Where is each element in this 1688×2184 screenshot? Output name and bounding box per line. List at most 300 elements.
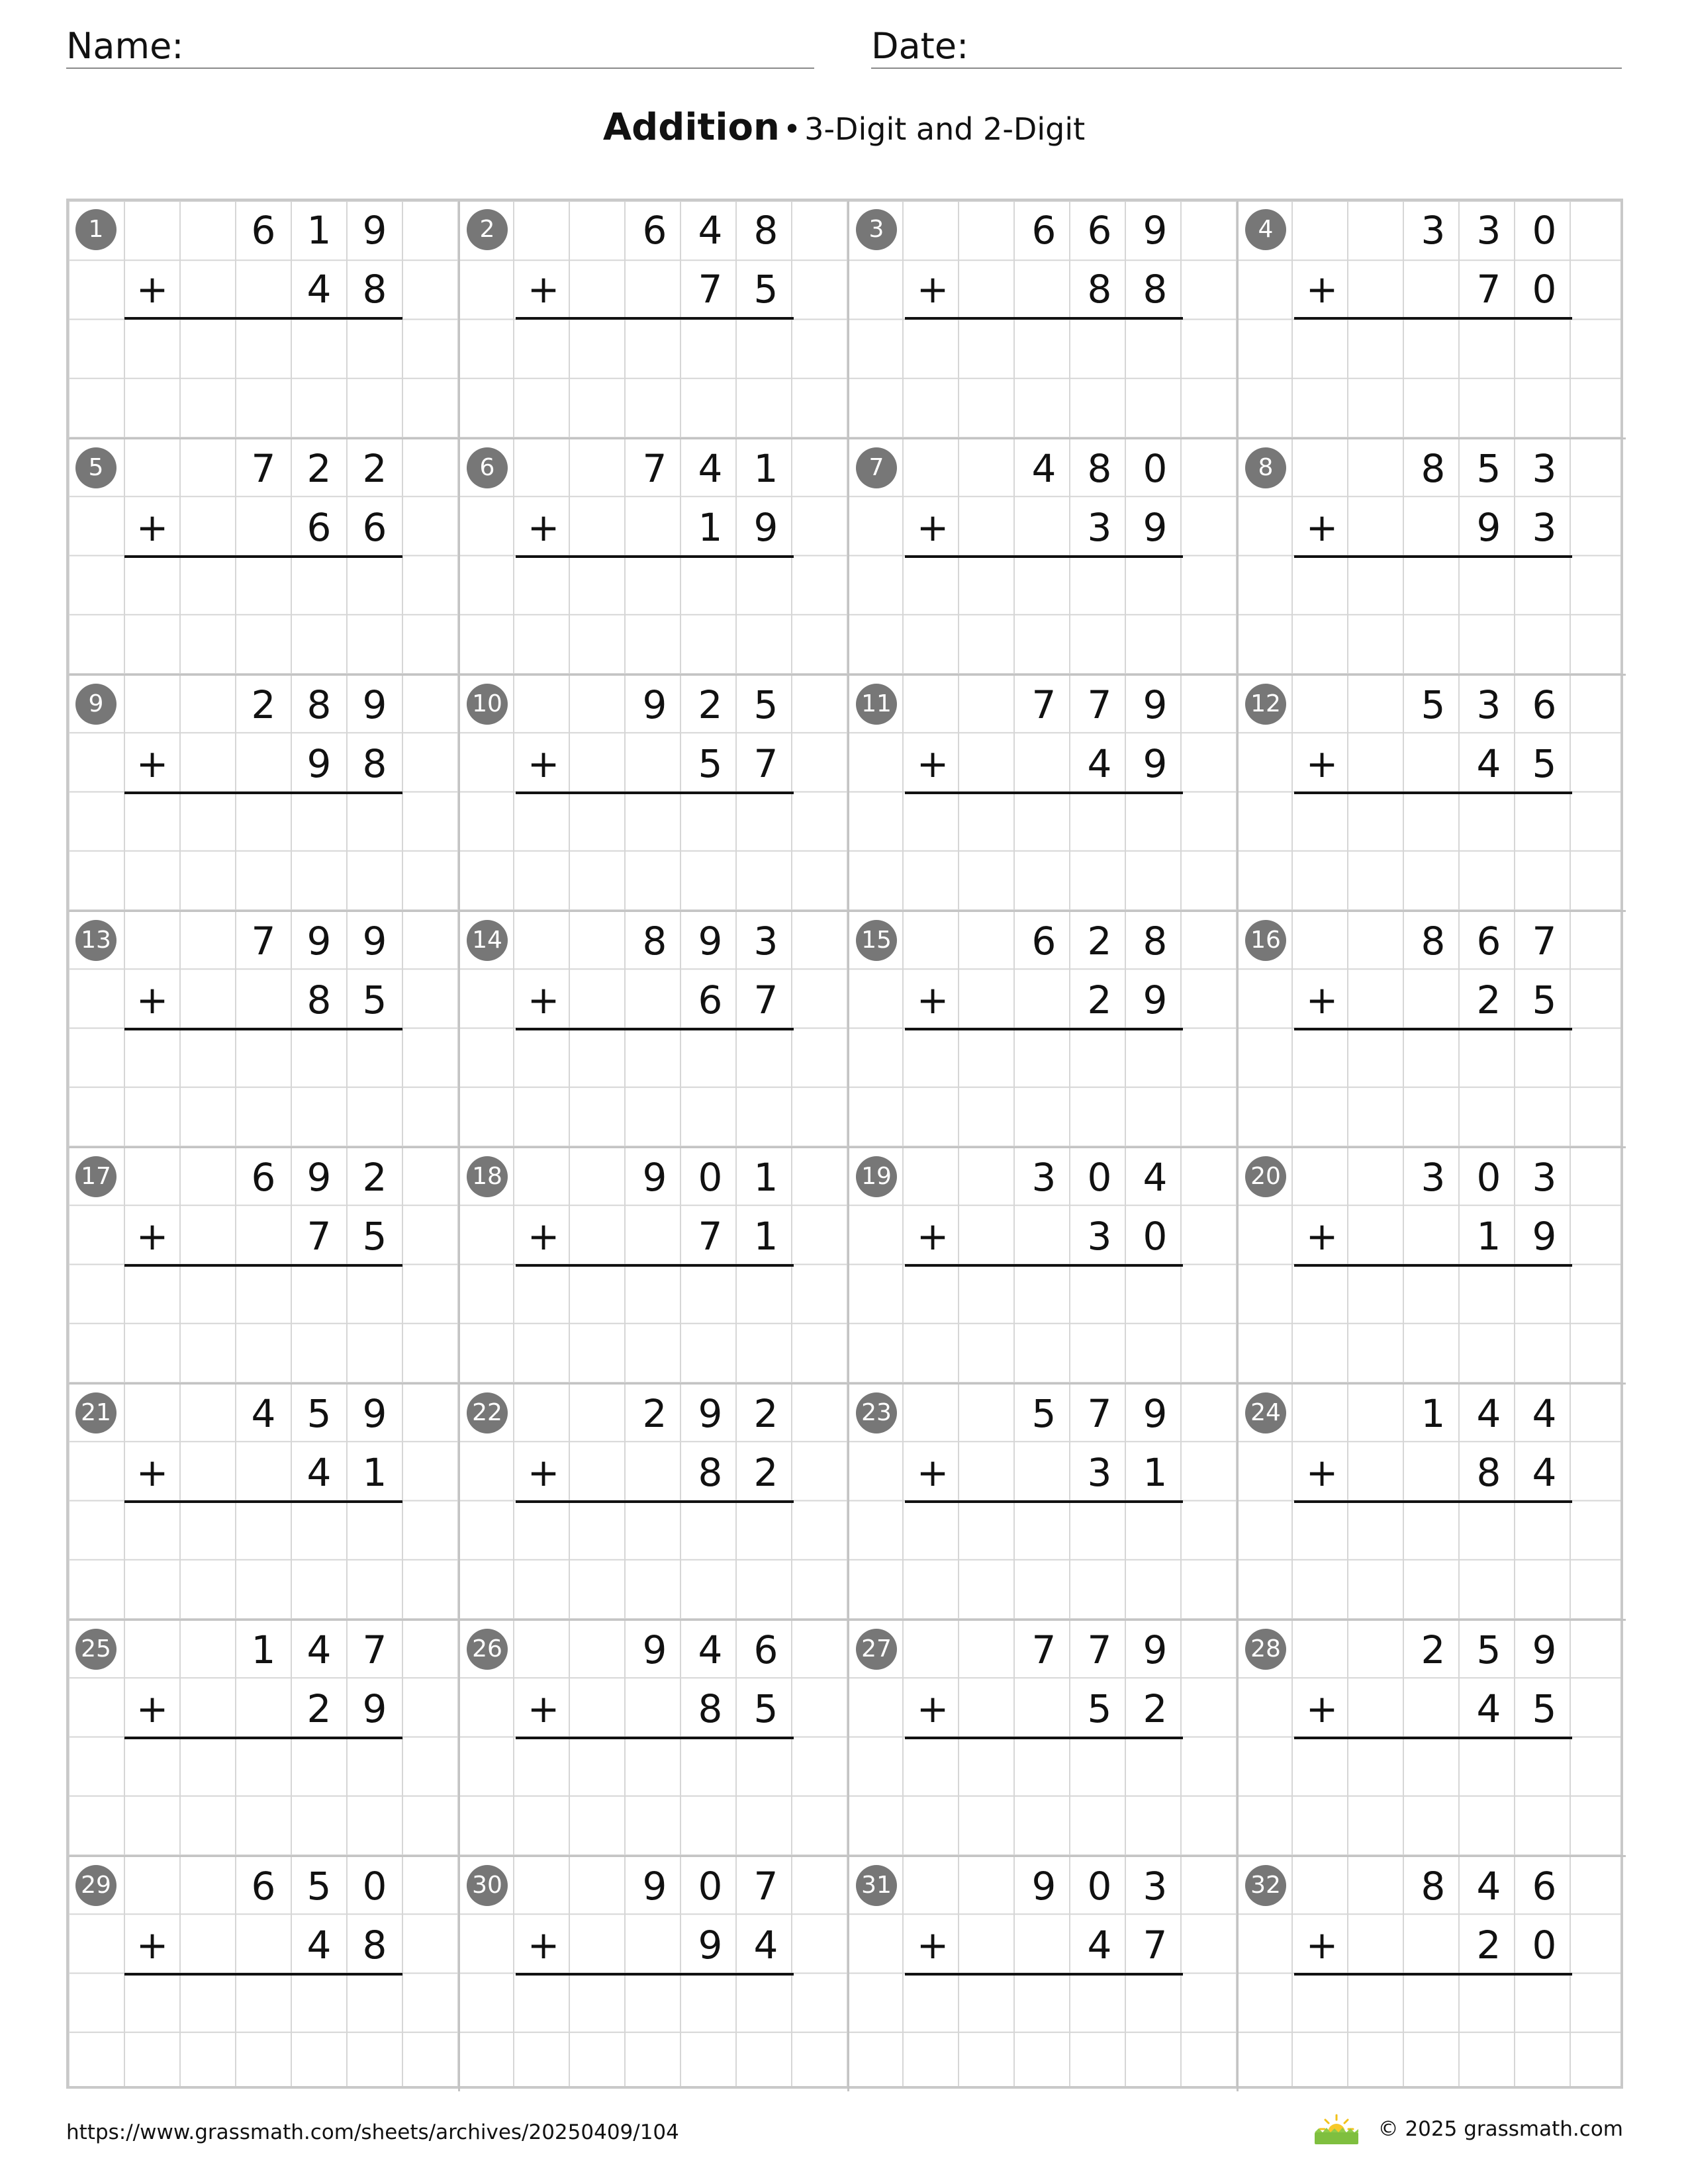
problem-number-badge: 1 xyxy=(75,209,117,250)
addend-digit: 5 xyxy=(1476,1627,1501,1672)
plus-sign: + xyxy=(136,1214,169,1259)
problem xyxy=(847,201,1237,437)
addend-digit: 0 xyxy=(1532,208,1557,253)
addend-digit: 1 xyxy=(306,208,332,253)
answer-line xyxy=(1294,1028,1572,1030)
footer-copyright: © 2025 grassmath.com xyxy=(1378,2117,1623,2141)
addend-digit: 9 xyxy=(1476,505,1501,550)
addend-digit: 7 xyxy=(753,1864,778,1909)
problem-number-badge: 8 xyxy=(1245,447,1286,488)
addend-digit: 7 xyxy=(251,446,276,491)
addend-digit: 7 xyxy=(251,919,276,964)
addend-digit: 4 xyxy=(1031,446,1056,491)
problem xyxy=(458,910,847,1146)
plus-sign: + xyxy=(136,1923,169,1968)
addend-digit: 7 xyxy=(698,267,723,312)
addend-digit: 7 xyxy=(1087,1391,1112,1436)
addend-digit: 0 xyxy=(1143,446,1168,491)
addend-digit: 4 xyxy=(1143,1155,1168,1200)
date-label: Date: xyxy=(871,25,969,67)
problem xyxy=(847,1619,1237,1855)
addend-digit: 6 xyxy=(642,208,667,253)
addend-digit: 1 xyxy=(1143,1450,1168,1495)
addend-digit: 8 xyxy=(1087,446,1112,491)
addend-digit: 9 xyxy=(1143,1627,1168,1672)
addend-digit: 6 xyxy=(251,1155,276,1200)
answer-line xyxy=(516,1737,794,1739)
answer-line xyxy=(905,317,1183,320)
addend-digit: 9 xyxy=(642,1627,667,1672)
problem xyxy=(1237,1383,1626,1619)
problem xyxy=(1237,674,1626,910)
addend-digit: 9 xyxy=(1532,1214,1557,1259)
problem xyxy=(1237,910,1626,1146)
addend-digit: 1 xyxy=(753,446,778,491)
addend-digit: 8 xyxy=(1143,267,1168,312)
name-line xyxy=(66,68,814,69)
addend-digit: 1 xyxy=(362,1450,387,1495)
addend-digit: 6 xyxy=(1031,919,1056,964)
addend-digit: 6 xyxy=(753,1627,778,1672)
addend-digit: 4 xyxy=(1476,741,1501,786)
problem xyxy=(458,437,847,674)
answer-line xyxy=(905,792,1183,794)
addend-digit: 7 xyxy=(1087,682,1112,727)
answer-line xyxy=(1294,555,1572,558)
addend-digit: 0 xyxy=(362,1864,387,1909)
addend-digit: 8 xyxy=(698,1450,723,1495)
plus-sign: + xyxy=(1305,741,1338,786)
addend-digit: 6 xyxy=(1476,919,1501,964)
plus-sign: + xyxy=(527,1923,560,1968)
addend-digit: 3 xyxy=(1087,1450,1112,1495)
addend-digit: 0 xyxy=(1087,1155,1112,1200)
addend-digit: 9 xyxy=(1143,208,1168,253)
problem xyxy=(458,201,847,437)
addend-digit: 9 xyxy=(1143,741,1168,786)
addend-digit: 0 xyxy=(698,1155,723,1200)
addend-digit: 7 xyxy=(753,741,778,786)
problem xyxy=(847,1383,1237,1619)
addend-digit: 8 xyxy=(1476,1450,1501,1495)
addend-digit: 3 xyxy=(1532,1155,1557,1200)
plus-sign: + xyxy=(527,267,560,312)
addend-digit: 9 xyxy=(698,919,723,964)
addend-digit: 7 xyxy=(1087,1627,1112,1672)
plus-sign: + xyxy=(136,741,169,786)
answer-line xyxy=(905,1028,1183,1030)
addend-digit: 9 xyxy=(1143,978,1168,1023)
addend-digit: 9 xyxy=(698,1391,723,1436)
addend-digit: 4 xyxy=(698,1627,723,1672)
plus-sign: + xyxy=(916,1450,949,1495)
addend-digit: 5 xyxy=(306,1864,332,1909)
problem-number-badge: 22 xyxy=(467,1392,508,1433)
problem-number-badge: 11 xyxy=(856,684,897,725)
addend-digit: 8 xyxy=(698,1686,723,1731)
problem-number-badge: 3 xyxy=(856,209,897,250)
addend-digit: 0 xyxy=(698,1864,723,1909)
addend-digit: 5 xyxy=(1031,1391,1056,1436)
addend-digit: 1 xyxy=(1421,1391,1446,1436)
addend-digit: 5 xyxy=(1532,1686,1557,1731)
problem xyxy=(458,1383,847,1619)
addend-digit: 3 xyxy=(1532,446,1557,491)
problem xyxy=(69,201,458,437)
addend-digit: 7 xyxy=(1476,267,1501,312)
addend-digit: 9 xyxy=(362,208,387,253)
addend-digit: 4 xyxy=(1087,1923,1112,1968)
addend-digit: 1 xyxy=(1476,1214,1501,1259)
addend-digit: 7 xyxy=(753,978,778,1023)
addend-digit: 2 xyxy=(698,682,723,727)
addend-digit: 0 xyxy=(1532,1923,1557,1968)
addend-digit: 3 xyxy=(1476,208,1501,253)
addend-digit: 6 xyxy=(1532,682,1557,727)
problem-number-badge: 21 xyxy=(75,1392,117,1433)
addend-digit: 5 xyxy=(1532,978,1557,1023)
problem-number-badge: 20 xyxy=(1245,1156,1286,1197)
addend-digit: 3 xyxy=(1421,208,1446,253)
problem xyxy=(69,1146,458,1383)
addend-digit: 7 xyxy=(642,446,667,491)
addend-digit: 3 xyxy=(1087,1214,1112,1259)
plus-sign: + xyxy=(136,978,169,1023)
addend-digit: 9 xyxy=(642,1864,667,1909)
addend-digit: 9 xyxy=(1143,505,1168,550)
answer-line xyxy=(124,1737,402,1739)
addend-digit: 4 xyxy=(306,1627,332,1672)
addend-digit: 3 xyxy=(1143,1864,1168,1909)
addend-digit: 3 xyxy=(1087,505,1112,550)
plus-sign: + xyxy=(1305,1450,1338,1495)
addend-digit: 2 xyxy=(362,1155,387,1200)
problem xyxy=(69,1619,458,1855)
addend-digit: 9 xyxy=(753,505,778,550)
problem xyxy=(69,1855,458,2091)
problem xyxy=(1237,437,1626,674)
problem-number-badge: 6 xyxy=(467,447,508,488)
addend-digit: 8 xyxy=(1087,267,1112,312)
addend-digit: 4 xyxy=(306,267,332,312)
addend-digit: 4 xyxy=(306,1450,332,1495)
addend-digit: 3 xyxy=(1421,1155,1446,1200)
answer-line xyxy=(1294,1737,1572,1739)
plus-sign: + xyxy=(916,1686,949,1731)
problem-number-badge: 23 xyxy=(856,1392,897,1433)
problem xyxy=(1237,201,1626,437)
addend-digit: 7 xyxy=(698,1214,723,1259)
addend-digit: 4 xyxy=(698,208,723,253)
addend-digit: 0 xyxy=(1143,1214,1168,1259)
addend-digit: 7 xyxy=(1031,682,1056,727)
addend-digit: 8 xyxy=(306,978,332,1023)
problem-number-badge: 19 xyxy=(856,1156,897,1197)
answer-line xyxy=(905,555,1183,558)
addend-digit: 4 xyxy=(306,1923,332,1968)
worksheet-title xyxy=(0,106,1688,149)
plus-sign: + xyxy=(916,1214,949,1259)
addend-digit: 3 xyxy=(1532,505,1557,550)
addend-digit: 8 xyxy=(753,208,778,253)
problem-number-badge: 31 xyxy=(856,1865,897,1906)
addend-digit: 6 xyxy=(362,505,387,550)
answer-line xyxy=(516,1264,794,1267)
problem xyxy=(1237,1146,1626,1383)
addend-digit: 2 xyxy=(642,1391,667,1436)
footer-url: https://www.grassmath.com/sheets/archives/20250409/104 xyxy=(66,2120,679,2144)
addend-digit: 9 xyxy=(306,1155,332,1200)
addend-digit: 9 xyxy=(306,741,332,786)
addend-digit: 8 xyxy=(362,741,387,786)
addend-digit: 9 xyxy=(1143,1391,1168,1436)
addend-digit: 2 xyxy=(306,446,332,491)
plus-sign: + xyxy=(527,505,560,550)
footer-brand xyxy=(1312,2110,1623,2148)
addend-digit: 9 xyxy=(362,1686,387,1731)
problem xyxy=(847,910,1237,1146)
problem-number-badge: 2 xyxy=(467,209,508,250)
problem-number-badge: 24 xyxy=(1245,1392,1286,1433)
plus-sign: + xyxy=(136,1686,169,1731)
addend-digit: 5 xyxy=(362,1214,387,1259)
problem-number-badge: 15 xyxy=(856,920,897,961)
answer-line xyxy=(905,1500,1183,1503)
answer-line xyxy=(124,1264,402,1267)
addend-digit: 4 xyxy=(753,1923,778,1968)
addend-digit: 6 xyxy=(1532,1864,1557,1909)
plus-sign: + xyxy=(527,1450,560,1495)
addend-digit: 2 xyxy=(1476,1923,1501,1968)
plus-sign: + xyxy=(1305,1923,1338,1968)
plus-sign: + xyxy=(136,505,169,550)
title-bullet: • xyxy=(782,111,802,147)
problem xyxy=(69,910,458,1146)
addend-digit: 4 xyxy=(251,1391,276,1436)
plus-sign: + xyxy=(1305,505,1338,550)
plus-sign: + xyxy=(136,267,169,312)
problem-number-badge: 26 xyxy=(467,1629,508,1670)
problem-number-badge: 10 xyxy=(467,684,508,725)
problem xyxy=(69,674,458,910)
addend-digit: 5 xyxy=(1087,1686,1112,1731)
addend-digit: 9 xyxy=(642,682,667,727)
problem-number-badge: 13 xyxy=(75,920,117,961)
addend-digit: 4 xyxy=(1087,741,1112,786)
sun-over-grass-icon xyxy=(1312,2113,1361,2146)
answer-line xyxy=(516,1028,794,1030)
problem-number-badge: 12 xyxy=(1245,684,1286,725)
addend-digit: 8 xyxy=(1421,1864,1446,1909)
problem xyxy=(847,1855,1237,2091)
answer-line xyxy=(1294,1973,1572,1976)
addend-digit: 8 xyxy=(1143,919,1168,964)
addend-digit: 2 xyxy=(251,682,276,727)
addend-digit: 9 xyxy=(306,919,332,964)
problem xyxy=(847,1146,1237,1383)
plus-sign: + xyxy=(916,978,949,1023)
addend-digit: 3 xyxy=(1031,1155,1056,1200)
addend-digit: 4 xyxy=(1532,1391,1557,1436)
problem-number-badge: 27 xyxy=(856,1629,897,1670)
answer-line xyxy=(516,555,794,558)
addend-digit: 8 xyxy=(306,682,332,727)
addend-digit: 6 xyxy=(251,208,276,253)
addend-digit: 4 xyxy=(1532,1450,1557,1495)
plus-sign: + xyxy=(136,1450,169,1495)
addend-digit: 5 xyxy=(753,682,778,727)
problem-number-badge: 28 xyxy=(1245,1629,1286,1670)
answer-line xyxy=(516,317,794,320)
problem xyxy=(458,1619,847,1855)
problem xyxy=(69,1383,458,1619)
problem xyxy=(1237,1855,1626,2091)
plus-sign: + xyxy=(1305,1214,1338,1259)
addend-digit: 1 xyxy=(753,1214,778,1259)
answer-line xyxy=(124,317,402,320)
addend-digit: 0 xyxy=(1476,1155,1501,1200)
answer-line xyxy=(124,792,402,794)
addend-digit: 6 xyxy=(1031,208,1056,253)
problem-number-badge: 32 xyxy=(1245,1865,1286,1906)
addend-digit: 5 xyxy=(753,267,778,312)
addend-digit: 4 xyxy=(698,446,723,491)
addend-digit: 2 xyxy=(1143,1686,1168,1731)
plus-sign: + xyxy=(527,978,560,1023)
addend-digit: 1 xyxy=(698,505,723,550)
plus-sign: + xyxy=(527,741,560,786)
problem xyxy=(458,1855,847,2091)
problem xyxy=(458,1146,847,1383)
addend-digit: 9 xyxy=(362,919,387,964)
addend-digit: 4 xyxy=(1476,1391,1501,1436)
addend-digit: 7 xyxy=(1143,1923,1168,1968)
addend-digit: 1 xyxy=(753,1155,778,1200)
answer-line xyxy=(516,1500,794,1503)
title-subtitle: 3-Digit and 2-Digit xyxy=(804,111,1086,147)
problem xyxy=(1237,1619,1626,1855)
answer-line xyxy=(124,555,402,558)
addend-digit: 2 xyxy=(306,1686,332,1731)
addend-digit: 2 xyxy=(1087,919,1112,964)
problem-number-badge: 25 xyxy=(75,1629,117,1670)
problem xyxy=(847,437,1237,674)
addend-digit: 9 xyxy=(1532,1627,1557,1672)
addend-digit: 3 xyxy=(1476,682,1501,727)
date-line xyxy=(871,68,1622,69)
addend-digit: 9 xyxy=(1031,1864,1056,1909)
answer-line xyxy=(516,1973,794,1976)
addend-digit: 1 xyxy=(251,1627,276,1672)
problem-number-badge: 30 xyxy=(467,1865,508,1906)
plus-sign: + xyxy=(527,1214,560,1259)
title-main: Addition xyxy=(602,106,780,149)
addend-digit: 5 xyxy=(1532,741,1557,786)
plus-sign: + xyxy=(916,741,949,786)
addend-digit: 9 xyxy=(1143,682,1168,727)
problem-number-badge: 7 xyxy=(856,447,897,488)
plus-sign: + xyxy=(1305,978,1338,1023)
addend-digit: 7 xyxy=(1031,1627,1056,1672)
addend-digit: 7 xyxy=(1532,919,1557,964)
problem xyxy=(458,674,847,910)
answer-line xyxy=(905,1737,1183,1739)
problem-number-badge: 9 xyxy=(75,684,117,725)
addend-digit: 6 xyxy=(306,505,332,550)
addend-digit: 7 xyxy=(362,1627,387,1672)
addend-digit: 2 xyxy=(753,1391,778,1436)
addend-digit: 2 xyxy=(1476,978,1501,1023)
answer-line xyxy=(1294,1264,1572,1267)
answer-line xyxy=(905,1973,1183,1976)
addend-digit: 8 xyxy=(1421,919,1446,964)
addend-digit: 5 xyxy=(698,741,723,786)
answer-line xyxy=(124,1500,402,1503)
addend-digit: 9 xyxy=(642,1155,667,1200)
problem-number-badge: 18 xyxy=(467,1156,508,1197)
answer-line xyxy=(124,1973,402,1976)
answer-line xyxy=(905,1264,1183,1267)
addend-digit: 5 xyxy=(362,978,387,1023)
addend-digit: 5 xyxy=(1421,682,1446,727)
addend-digit: 7 xyxy=(306,1214,332,1259)
name-field[interactable] xyxy=(66,23,814,69)
answer-line xyxy=(1294,317,1572,320)
addend-digit: 8 xyxy=(1421,446,1446,491)
addend-digit: 4 xyxy=(1476,1686,1501,1731)
plus-sign: + xyxy=(1305,1686,1338,1731)
answer-line xyxy=(1294,1500,1572,1503)
problem-grid xyxy=(66,199,1623,2089)
addend-digit: 5 xyxy=(1476,446,1501,491)
problem-number-badge: 29 xyxy=(75,1865,117,1906)
answer-line xyxy=(1294,792,1572,794)
answer-line xyxy=(124,1028,402,1030)
addend-digit: 5 xyxy=(753,1686,778,1731)
name-label: Name: xyxy=(66,25,184,67)
addend-digit: 9 xyxy=(362,682,387,727)
addend-digit: 2 xyxy=(1421,1627,1446,1672)
problem-number-badge: 17 xyxy=(75,1156,117,1197)
addend-digit: 3 xyxy=(753,919,778,964)
addend-digit: 2 xyxy=(362,446,387,491)
plus-sign: + xyxy=(527,1686,560,1731)
problem-number-badge: 16 xyxy=(1245,920,1286,961)
problem xyxy=(69,437,458,674)
plus-sign: + xyxy=(916,267,949,312)
date-field[interactable] xyxy=(871,23,1622,69)
addend-digit: 8 xyxy=(642,919,667,964)
addend-digit: 5 xyxy=(306,1391,332,1436)
addend-digit: 2 xyxy=(753,1450,778,1495)
plus-sign: + xyxy=(916,1923,949,1968)
addend-digit: 4 xyxy=(1476,1864,1501,1909)
addend-digit: 6 xyxy=(698,978,723,1023)
answer-line xyxy=(516,792,794,794)
addend-digit: 0 xyxy=(1532,267,1557,312)
addend-digit: 6 xyxy=(1087,208,1112,253)
problem xyxy=(847,674,1237,910)
problem-number-badge: 5 xyxy=(75,447,117,488)
addend-digit: 8 xyxy=(362,267,387,312)
addend-digit: 0 xyxy=(1087,1864,1112,1909)
addend-digit: 8 xyxy=(362,1923,387,1968)
addend-digit: 2 xyxy=(1087,978,1112,1023)
problem-number-badge: 14 xyxy=(467,920,508,961)
addend-digit: 9 xyxy=(698,1923,723,1968)
plus-sign: + xyxy=(916,505,949,550)
problem-number-badge: 4 xyxy=(1245,209,1286,250)
